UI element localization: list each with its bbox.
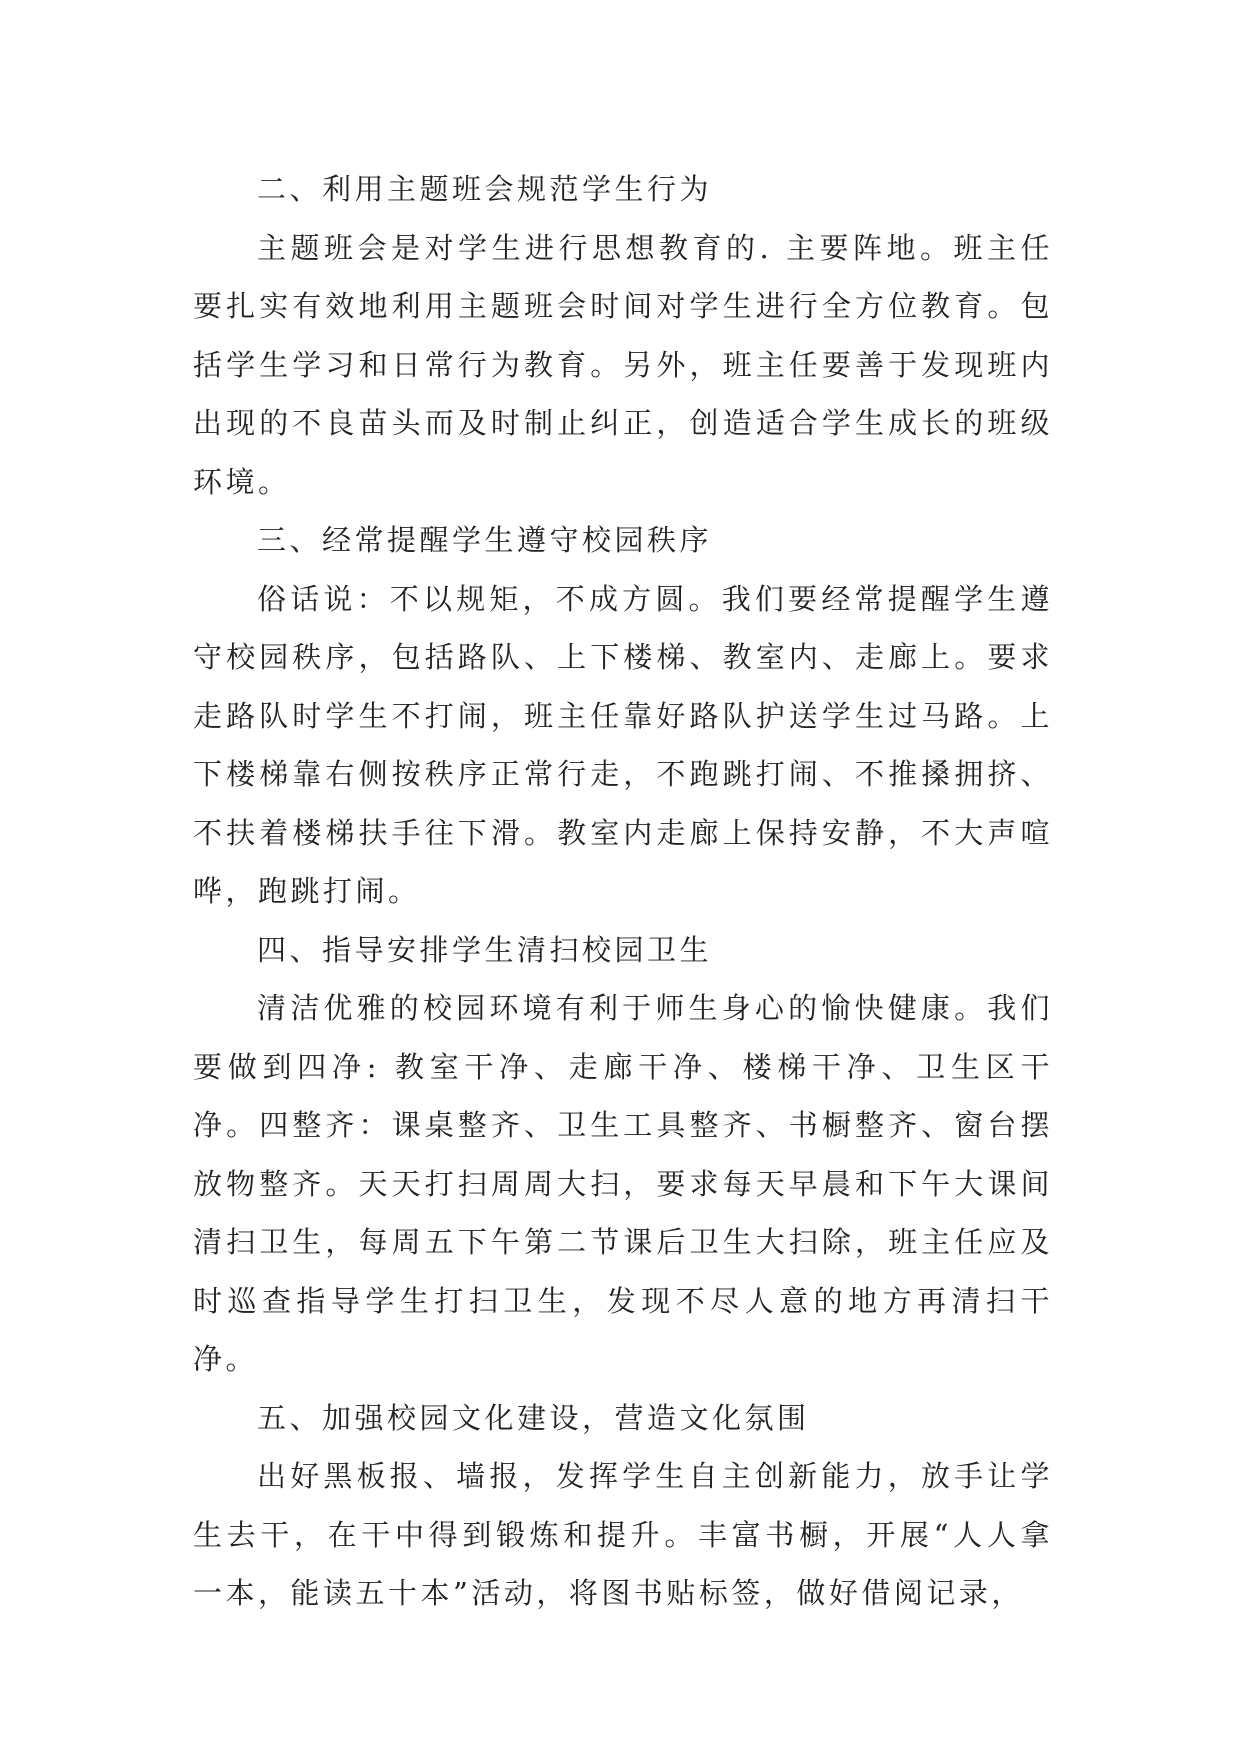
document-body bbox=[193, 160, 1053, 1623]
section-heading-4: 四、指导安排学生清扫校园卫生 bbox=[257, 932, 713, 967]
section-heading-5: 五、加强校园文化建设，营造文化氛围 bbox=[257, 1400, 810, 1435]
section-heading-2: 二、利用主题班会规范学生行为 bbox=[257, 172, 713, 206]
section-heading-3: 三、经常提醒学生遵守校园秩序 bbox=[257, 523, 713, 557]
paragraph-campus-culture: 出好黑板报、墙报，发挥学生自主创新能力，放手让学生去干，在干中得到锻炼和提升。丰富书橱，开展“人人拿一本，能读五十本”活动，将图书贴标签，做好借阅记录， bbox=[193, 1459, 1053, 1610]
paragraph-class-meeting: 主题班会是对学生进行思想教育的. 主要阵地。班主任要扎实有效地利用主题班会时间对学生进行全方位教育。包括学生学习和日常行为教育。另外，班主任要善于发现班内出现的不良苗头而及时制止纠正，创造适合学生成长的班级环境。 bbox=[193, 230, 1053, 499]
paragraph-campus-order: 俗话说：不以规矩，不成方圆。我们要经常提醒学生遵守校园秩序，包括路队、上下楼梯、教室内、走廊上。要求走路队时学生不打闹，班主任靠好路队护送学生过马路。上下楼梯靠右侧按秩序正常行走，不跑跳打闹、不推搡拥挤、不扶着楼梯扶手往下滑。教室内走廊上保持安静，不大声喧哗，跑跳打闹。 bbox=[193, 581, 1053, 908]
paragraph-campus-hygiene: 清洁优雅的校园环境有利于师生身心的愉快健康。我们要做到四净: 教室干净、走廊干净、楼梯干净、卫生区干净。四整齐：课桌整齐、卫生工具整齐、书橱整齐、窗台摆放物整齐。天天打扫周周大扫，要求每天早晨和下午大课间清扫卫生，每周五下午第二节课后卫生大扫除，班主任应及时巡查指导学生打扫卫生，发现不尽人意的地方再清扫干净。 bbox=[193, 991, 1053, 1376]
